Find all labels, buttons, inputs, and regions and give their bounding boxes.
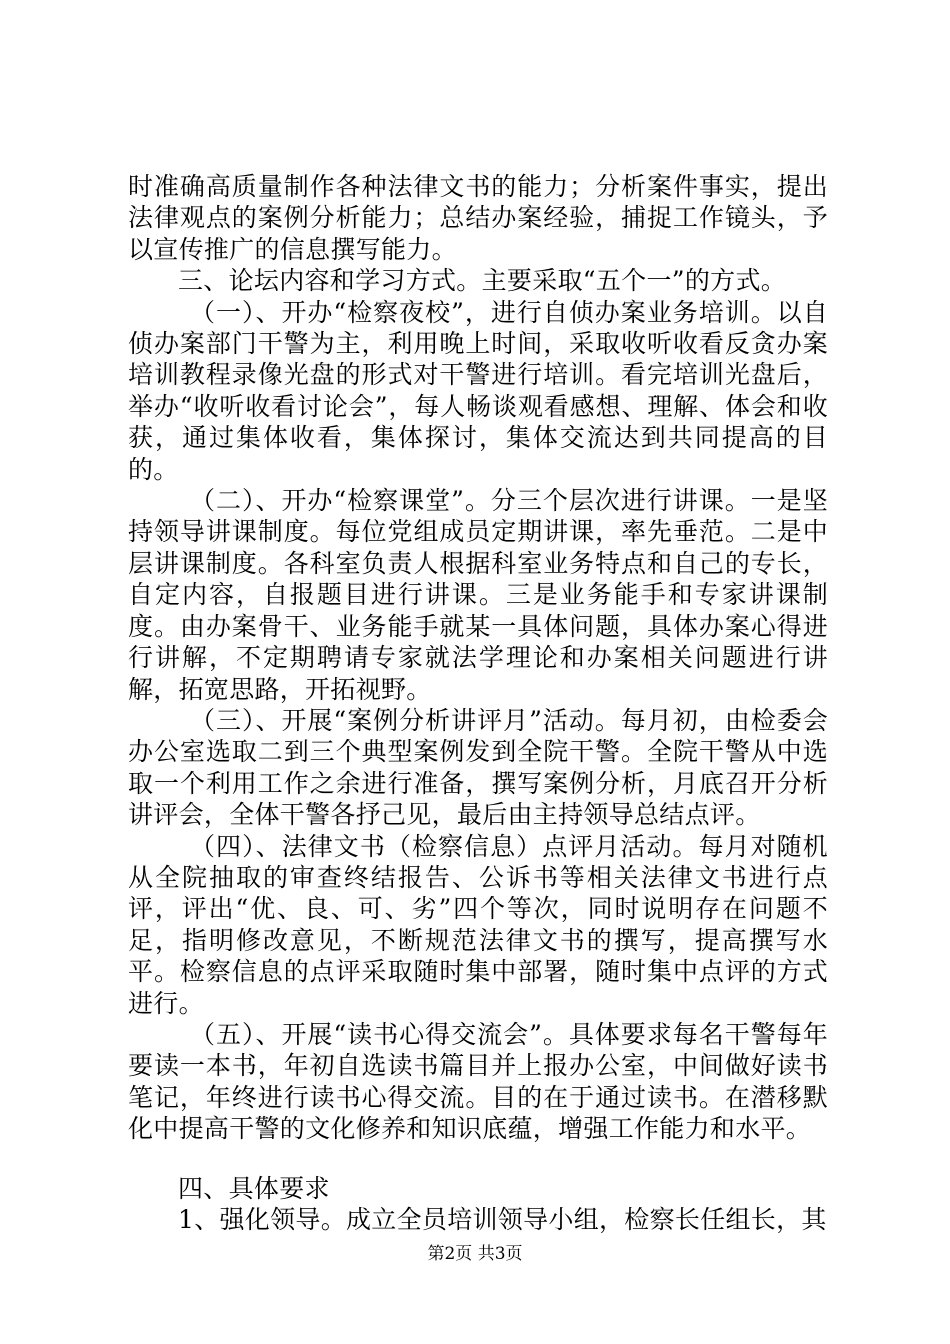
paragraph-item-five: （五）、开展“读书心得交流会”。具体要求每名干警每年要读一本书，年初自选读书篇目并上报办公室，中间做好读书笔记，年终进行读书心得交流。目的在于通过读书。在潜移默化中提高干警的文化修养和知识底蕴，增强工作能力和水平。 bbox=[128, 1019, 828, 1144]
section-heading-four: 四、具体要求 bbox=[178, 1173, 330, 1203]
paragraph-item-one: （一）、开办“检察夜校”，进行自侦办案业务培训。以自侦办案部门干警为主，利用晚上时间，采取收听收看反贪办案培训教程录像光盘的形式对干警进行培训。看完培训光盘后，举办“收听收看讨论会”，每人畅谈观看感想、理解、体会和收获，通过集体收看，集体探讨，集体交流达到共同提高的目的。 bbox=[128, 297, 828, 484]
page-footer: 第2页 共3页 bbox=[427, 1244, 523, 1264]
paragraph-requirement-one: 1、强化领导。成立全员培训领导小组，检察长任组长，其 bbox=[178, 1205, 827, 1234]
paragraph-item-four: （四）、法律文书（检察信息）点评月活动。每月对随机从全院抽取的审查终结报告、公诉书等相关法律文书进行点评，评出“优、良、可、劣”四个等次，同时说明存在问题不足，指明修改意见，不断规范法律文书的撰写，提高撰写水平。检察信息的点评采取随时集中部署，随时集中点评的方式进行。 bbox=[128, 831, 828, 1018]
paragraph-continuation: 时准确高质量制作各种法律文书的能力；分析案件事实，提出法律观点的案例分析能力；总结办案经验，捕捉工作镜头，予以宣传推广的信息撰写能力。 bbox=[128, 172, 828, 264]
document-body bbox=[128, 171, 828, 1235]
paragraph-item-three: （三）、开展“案例分析讲评月”活动。每月初，由检委会办公室选取二到三个典型案例发到全院干警。全院干警从中选取一个利用工作之余进行准备，撰写案例分析，月底召开分析讲评会，全体干警各抒己见，最后由主持领导总结点评。 bbox=[128, 705, 828, 830]
paragraph-item-two: （二）、开办“检察课堂”。分三个层次进行讲课。一是坚持领导讲课制度。每位党组成员定期讲课，率先垂范。二是中层讲课制度。各科室负责人根据科室业务特点和自己的专长，自定内容，自报题目进行讲课。三是业务能手和专家讲课制度。由办案骨干、业务能手就某一具体问题，具体办案心得进行讲解，不定期聘请专家就法学理论和办案相关问题进行讲解，拓宽思路，开拓视野。 bbox=[128, 486, 828, 704]
section-heading-three: 三、论坛内容和学习方式。主要采取“五个一”的方式。 bbox=[178, 266, 787, 296]
